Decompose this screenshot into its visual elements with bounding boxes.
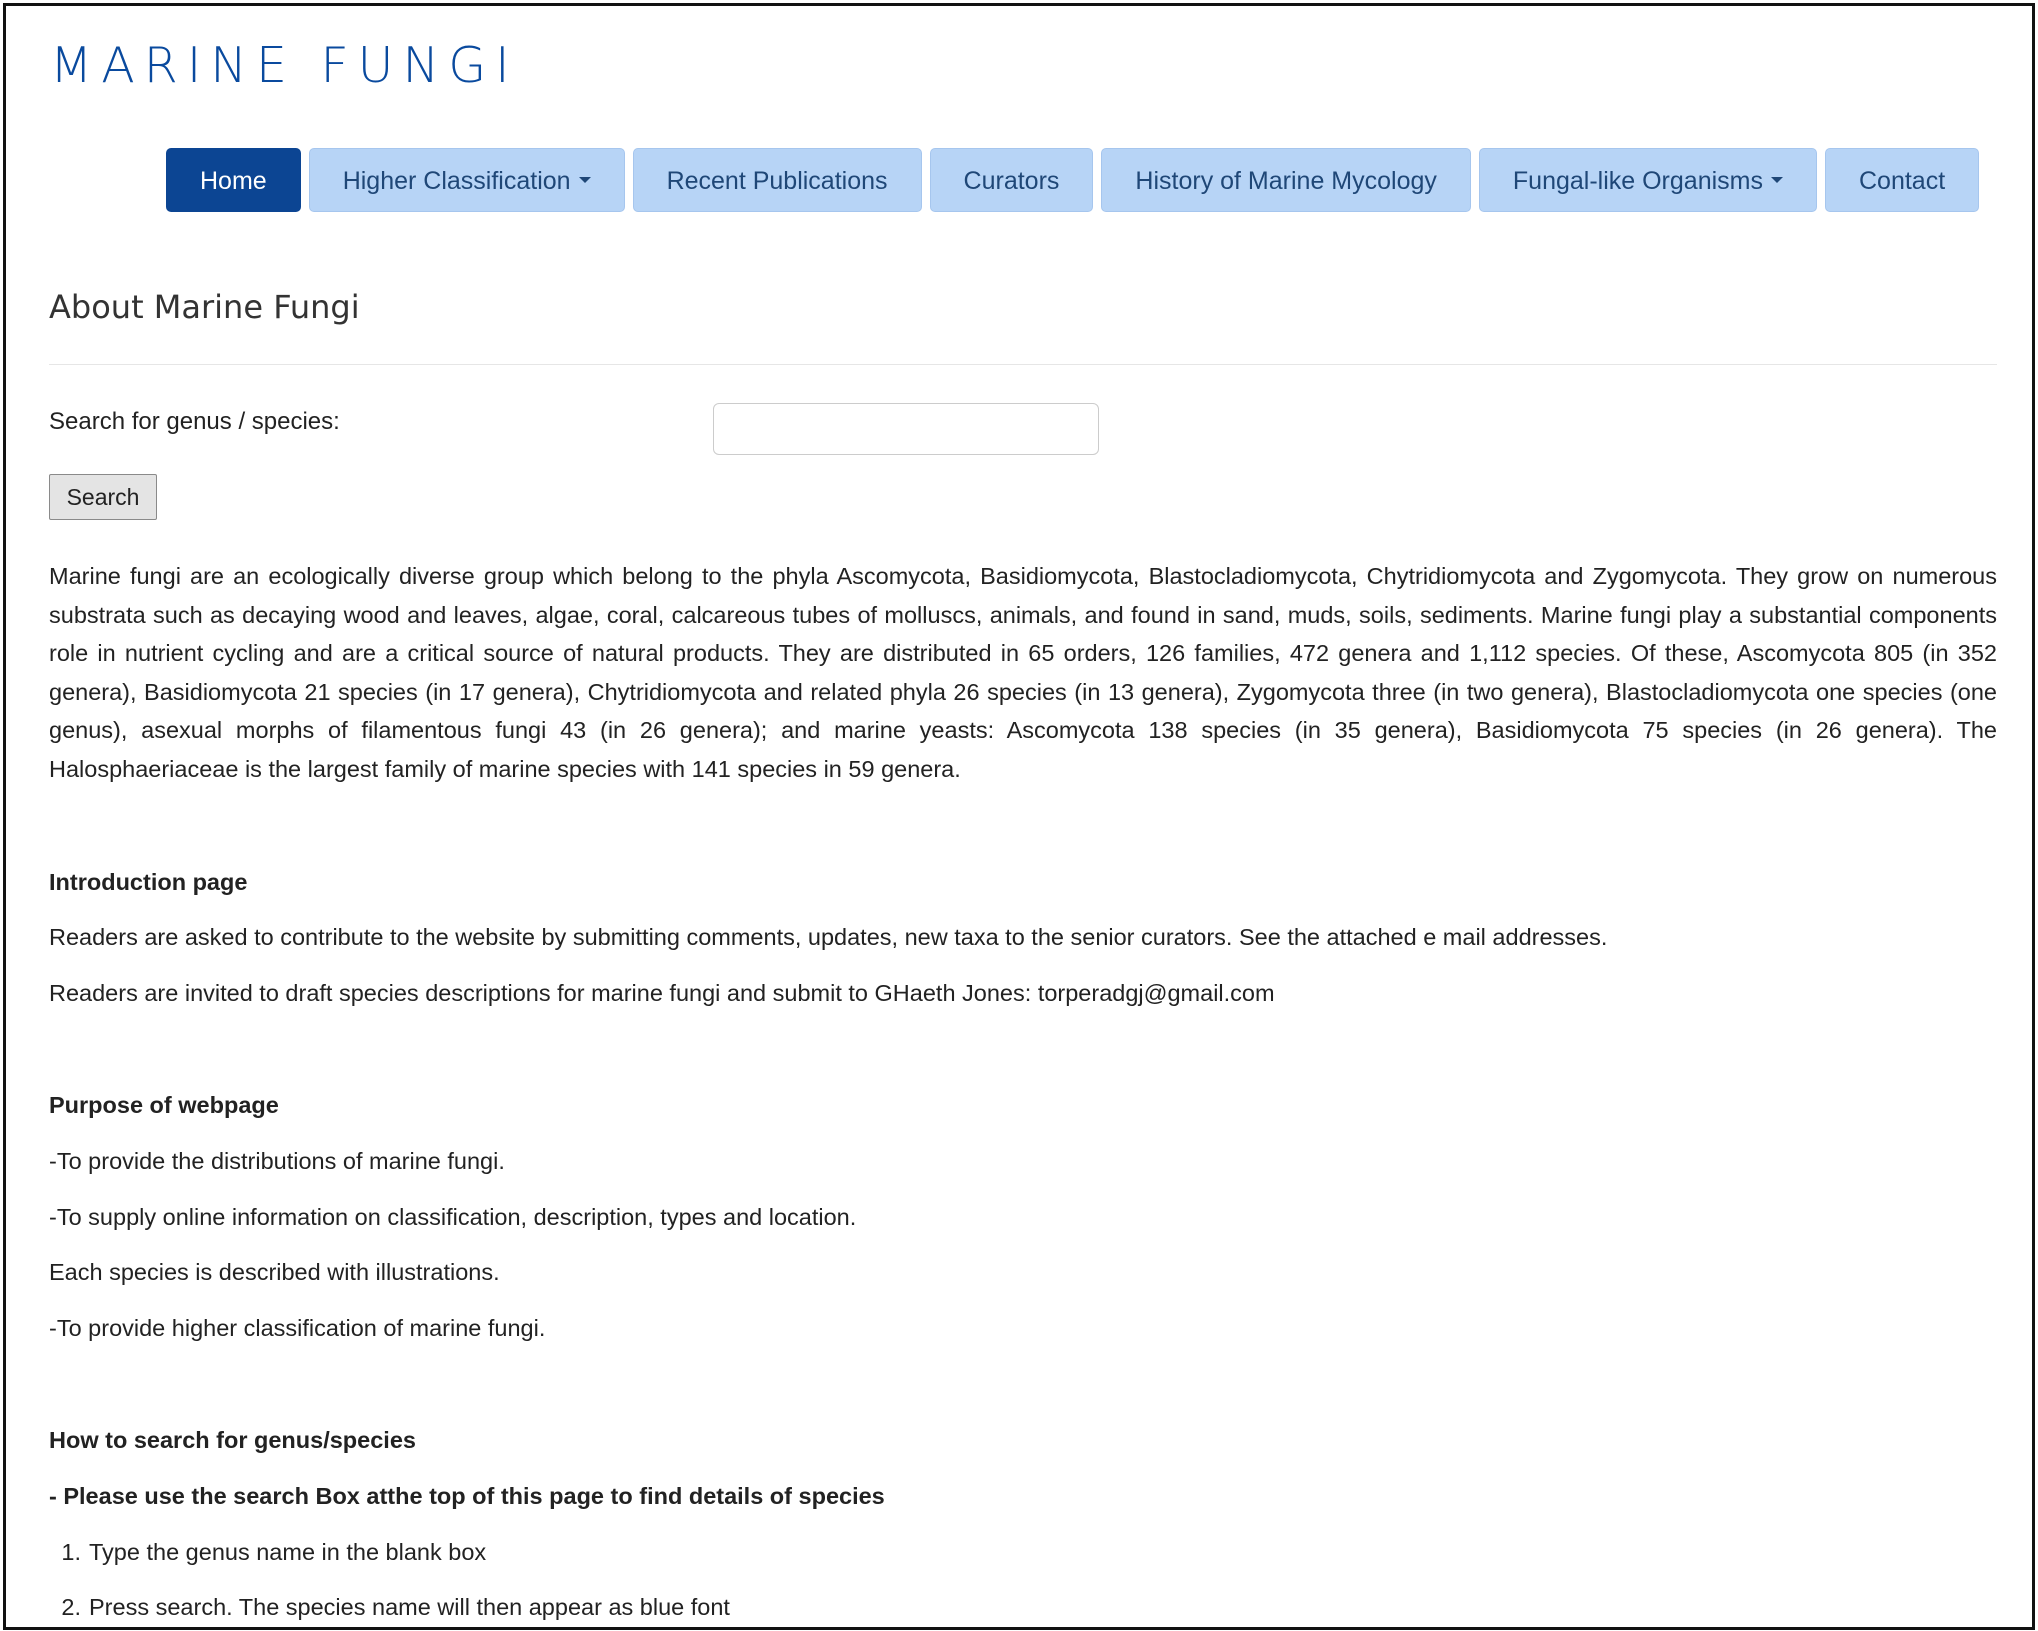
introduction-line: Readers are asked to contribute to the website by submitting comments, updates, new taxa to the senior curators. See the attached e mail addresses.	[49, 924, 1608, 951]
purpose-line: -To provide higher classification of marine fungi.	[49, 1314, 546, 1341]
main-content	[49, 557, 1997, 1627]
nav-item-label: Contact	[1858, 167, 1946, 195]
step-number: 2.	[61, 1594, 81, 1621]
introduction-heading: Introduction page	[49, 868, 248, 895]
list-item	[61, 1533, 1997, 1572]
page-frame	[3, 3, 2035, 1630]
purpose-line: Each species is described with illustrations.	[49, 1259, 500, 1286]
nav-item-home[interactable]	[166, 148, 301, 212]
search-label: Search for genus / species:	[49, 408, 340, 435]
caret-down-icon	[1771, 177, 1783, 183]
intro-paragraph: Marine fungi are an ecologically diverse group which belong to the phyla Ascomycota, Basidiomycota, Blastocladiomycota, Chytridiomycota and Zygomycota. They grow on numerous substrata such as decaying wood and leaves, algae, coral, calcareous tubes of molluscs, animals, and found in sand, muds, soils, sediments. Marine fungi play a substantial components role in nutrient cycling and are a critical source of natural products. They are distributed in 65 orders, 126 families, 472 genera and 1,112 species. Of these, Ascomycota 805 (in 352 genera), Basidiomycota 21 species (in 17 genera), Chytridiomycota and related phyla 26 species (in 13 genera), Zygomycota three (in two genera), Blastocladiomycota one species (one genus), asexual morphs of filamentous fungi 43 (in 26 genera); and marine yeasts: Ascomycota 138 species (in 35 genera), Basidiomycota 75 species (in 26 genera). The Halosphaeriaceae is the largest family of marine species with 141 species in 59 genera.	[49, 563, 1997, 782]
introduction-line-contact: Readers are invited to draft species descriptions for marine fungi and submit to GHaeth Jones: torperadgj@gmail.com	[49, 979, 1275, 1006]
nav-item-label: Recent Publications	[666, 167, 888, 195]
purpose-heading: Purpose of webpage	[49, 1092, 279, 1119]
search-input[interactable]	[713, 403, 1099, 455]
nav-item-label: Higher Classification	[342, 167, 571, 195]
nav-item-curators[interactable]	[930, 148, 1094, 212]
nav-item-higher-classification[interactable]	[309, 148, 625, 212]
nav-item-label: Home	[200, 167, 267, 195]
site-logo[interactable]: MARINE FUNGI	[50, 37, 519, 94]
page-title: About Marine Fungi	[49, 288, 360, 326]
divider	[49, 364, 1997, 365]
nav-item-recent-publications[interactable]	[633, 148, 922, 212]
howto-heading: How to search for genus/species	[49, 1427, 416, 1454]
nav-item-label: Fungal-like Organisms	[1512, 167, 1763, 195]
nav-item-contact[interactable]	[1825, 148, 1979, 212]
purpose-line: -To provide the distributions of marine fungi.	[49, 1147, 505, 1174]
purpose-line: -To supply online information on classification, description, types and location.	[49, 1203, 857, 1230]
caret-down-icon	[579, 177, 591, 183]
howto-steps	[49, 1533, 1997, 1627]
step-number: 1.	[61, 1538, 81, 1565]
step-text: Type the genus name in the blank box	[89, 1538, 487, 1565]
nav-item-history-of-marine-mycology[interactable]	[1101, 148, 1470, 212]
search-button[interactable]: Search	[49, 474, 157, 520]
main-nav	[166, 148, 1979, 214]
step-text: Press search. The species name will then appear as blue font	[89, 1594, 730, 1621]
howto-subheading: - Please use the search Box atthe top of this page to find details of species	[49, 1482, 885, 1509]
nav-item-label: Curators	[963, 167, 1060, 195]
nav-item-label: History of Marine Mycology	[1135, 167, 1437, 195]
nav-item-fungal-like-organisms[interactable]	[1479, 148, 1817, 212]
list-item	[61, 1588, 1997, 1627]
